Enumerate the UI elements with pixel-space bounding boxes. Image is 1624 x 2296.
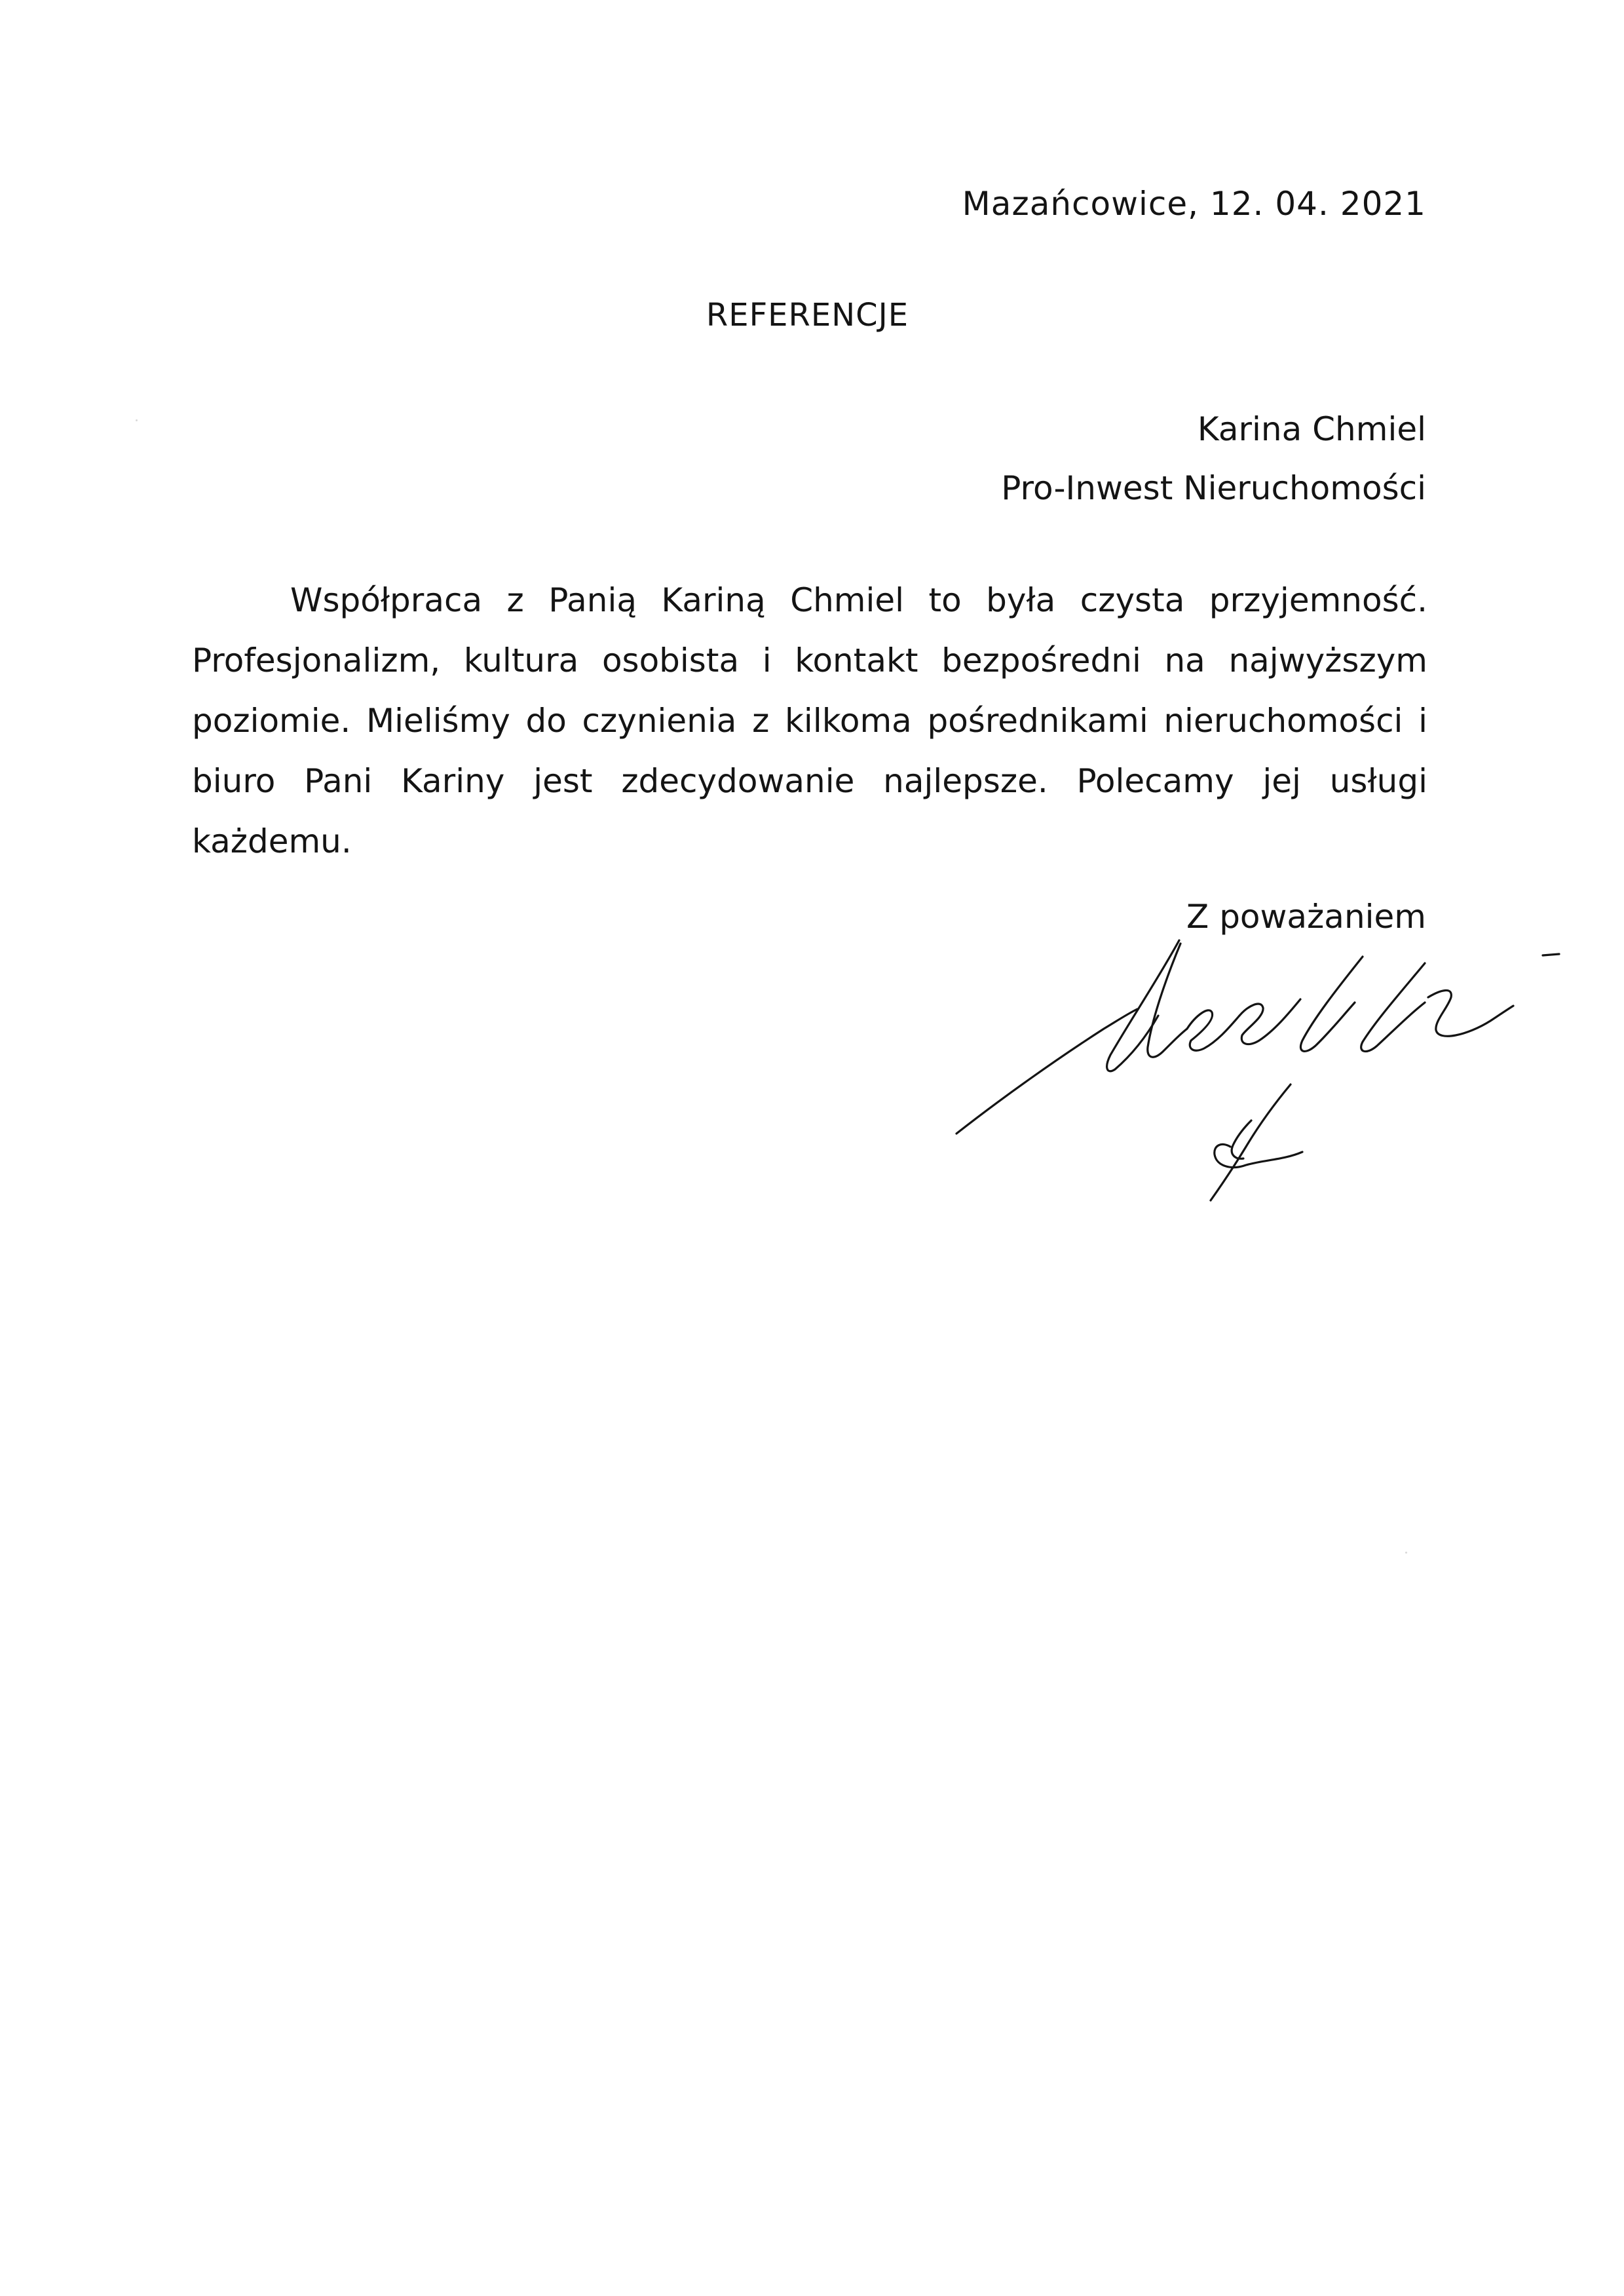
recipient-block xyxy=(1001,400,1426,518)
signature-stroke xyxy=(1300,957,1363,1051)
handwritten-signature xyxy=(943,937,1572,1225)
signature-stroke xyxy=(1361,963,1425,1052)
scan-speck xyxy=(1405,1552,1407,1554)
signature-stroke xyxy=(1107,940,1179,1071)
signature-stroke xyxy=(1428,990,1513,1036)
document-title xyxy=(0,297,1624,334)
recipient-company: Pro-Inwest Nieruchomości xyxy=(1001,469,1426,507)
document-title-text: REFERENCJE xyxy=(706,297,909,334)
signature-stroke xyxy=(1239,999,1300,1044)
signature-stroke xyxy=(1215,1144,1302,1167)
recipient-name: Karina Chmiel xyxy=(1197,410,1426,448)
signature-stroke xyxy=(1211,1084,1291,1200)
place-date: Mazańcowice, 12. 04. 2021 xyxy=(962,185,1426,223)
signature-stroke xyxy=(1543,954,1559,955)
scan-speck xyxy=(136,419,138,421)
closing-phrase: Z poważaniem xyxy=(1186,898,1426,936)
letter-body: Współpraca z Panią Kariną Chmiel to była czysta przyjemność. Profesjonalizm, kultura osobista i kontakt bezpośredni na najwyższym poziomie. Mieliśmy do czynienia z kilkoma pośrednikami nieruchomości i biuro Pani Kariny jest zdecydowanie najlepsze. Polecamy jej usługi każdemu. xyxy=(192,581,1427,860)
signature-stroke xyxy=(1187,1010,1239,1050)
